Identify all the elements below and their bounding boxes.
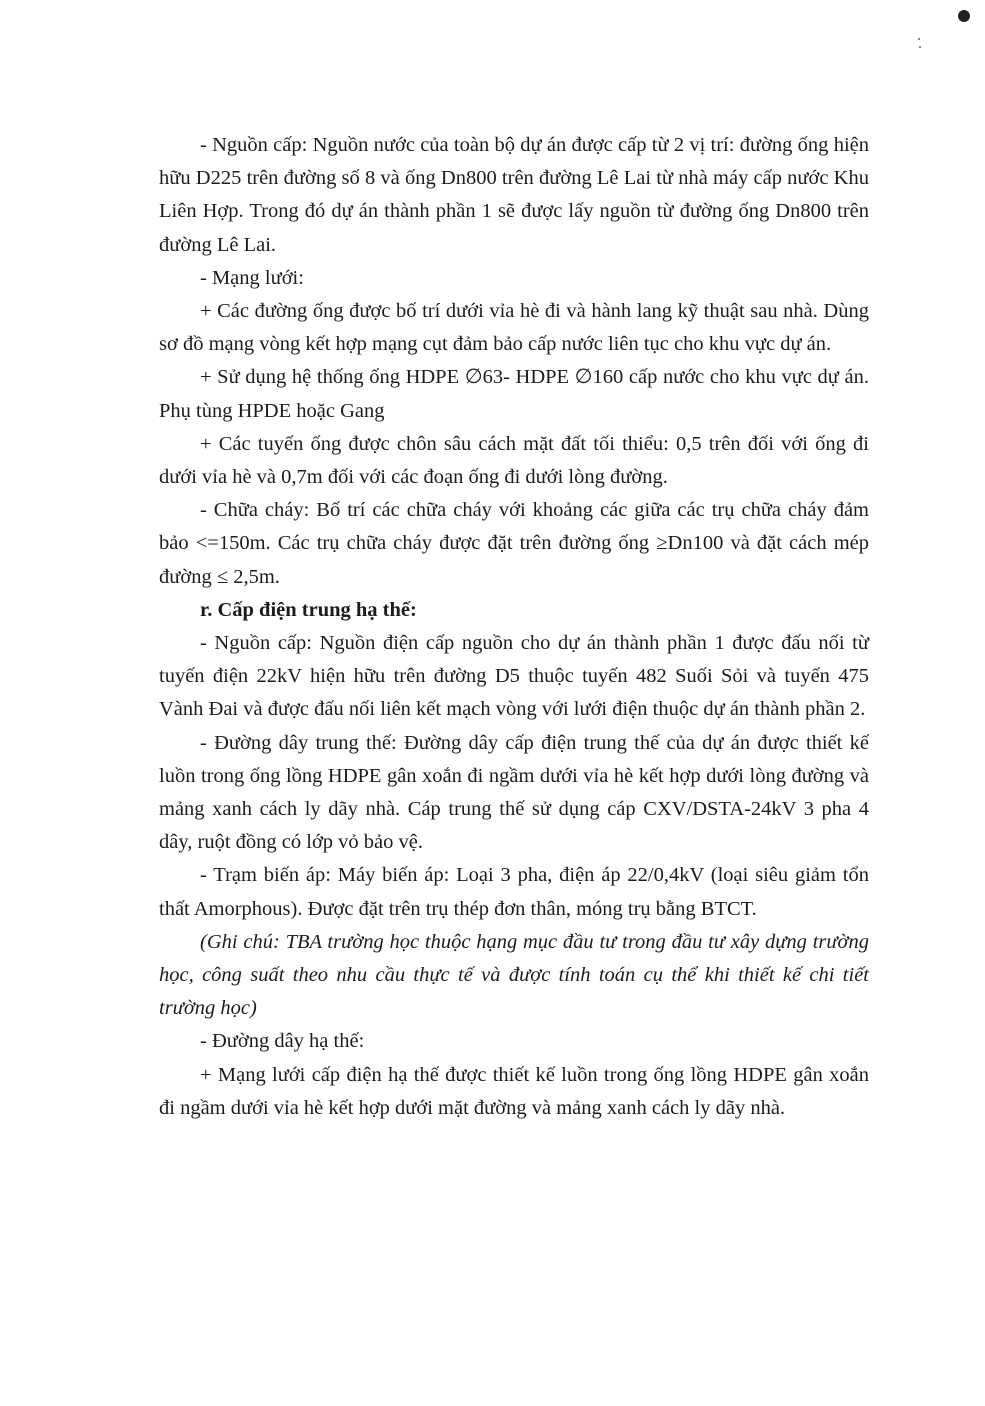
scan-speck — [918, 38, 920, 40]
paragraph-network-heading: - Mạng lưới: — [200, 266, 304, 289]
paragraph-network-pipes: + Các đường ống được bố trí dưới vỉa hè đi và hành lang kỹ thuật sau nhà. Dùng sơ đồ mạng vòng kết hợp mạng cụt đảm bảo cấp nước liên tục cho khu vực dự án. — [159, 300, 869, 356]
scan-speck — [919, 46, 921, 48]
paragraph-network-depth: + Các tuyến ống được chôn sâu cách mặt đất tối thiểu: 0,5 trên đối với ống đi dưới vỉa hè và 0,7m đối với các đoạn ống đi dưới lòng đường. — [159, 432, 869, 489]
document-body — [159, 129, 869, 1125]
paragraph-power-source: - Nguồn cấp: Nguồn điện cấp nguồn cho dự án thành phần 1 được đấu nối từ tuyến điện 22kV hiện hữu trên đường D5 thuộc tuyến 482 Suối Sỏi và tuyến 475 Vành Đai và được đấu nối liên kết mạch vòng với lưới điện thuộc dự án thành phần 2. — [159, 632, 869, 721]
paragraph-note: (Ghi chú: TBA trường học thuộc hạng mục đầu tư trong đầu tư xây dựng trường học, công suất theo nhu cầu thực tế và được tính toán cụ thể khi thiết kế chi tiết trường học) — [159, 930, 869, 1020]
paragraph-water-source: - Nguồn cấp: Nguồn nước của toàn bộ dự án được cấp từ 2 vị trí: đường ống hiện hữu D225 trên đường số 8 và ống Dn800 trên đường Lê Lai từ nhà máy cấp nước Khu Liên Hợp. Trong đó dự án thành phần 1 sẽ được lấy nguồn từ đường ống Dn800 trên đường Lê Lai. — [159, 134, 869, 256]
paragraph-low-voltage-heading: - Đường dây hạ thế: — [200, 1030, 365, 1053]
paragraph-transformer: - Trạm biến áp: Máy biến áp: Loại 3 pha, điện áp 22/0,4kV (loại siêu giảm tổn thất Amorphous). Được đặt trên trụ thép đơn thân, móng trụ bằng BTCT. — [159, 864, 869, 920]
paragraph-low-voltage-network: + Mạng lưới cấp điện hạ thế được thiết kế luồn trong ống lồng HDPE gân xoắn đi ngầm dưới vỉa hè kết hợp dưới mặt đường và mảng xanh cách ly dãy nhà. — [159, 1063, 869, 1119]
paragraph-medium-voltage: - Đường dây trung thế: Đường dây cấp điện trung thế của dự án được thiết kế luồn trong ống lồng HDPE gân xoắn đi ngầm dưới vỉa hè kết hợp dưới lòng đường và mảng xanh cách ly dãy nhà. Cáp trung thế sử dụng cáp CXV/DSTA-24kV 3 pha 4 dây, ruột đồng có lớp vỏ bảo vệ. — [159, 731, 869, 854]
paragraph-network-hdpe: + Sử dụng hệ thống ống HDPE ∅63- HDPE ∅160 cấp nước cho khu vực dự án. Phụ tùng HPDE hoặc Gang — [159, 366, 869, 422]
paragraph-fire-fighting: - Chữa cháy: Bố trí các chữa cháy với khoảng các giữa các trụ chữa cháy đảm bảo <=150m. Các trụ chữa cháy được đặt trên đường ống ≥Dn100 và đặt cách mép đường ≤ 2,5m. — [159, 499, 869, 588]
scan-mark — [958, 10, 970, 22]
section-heading-power: r. Cấp điện trung hạ thế: — [200, 598, 417, 621]
